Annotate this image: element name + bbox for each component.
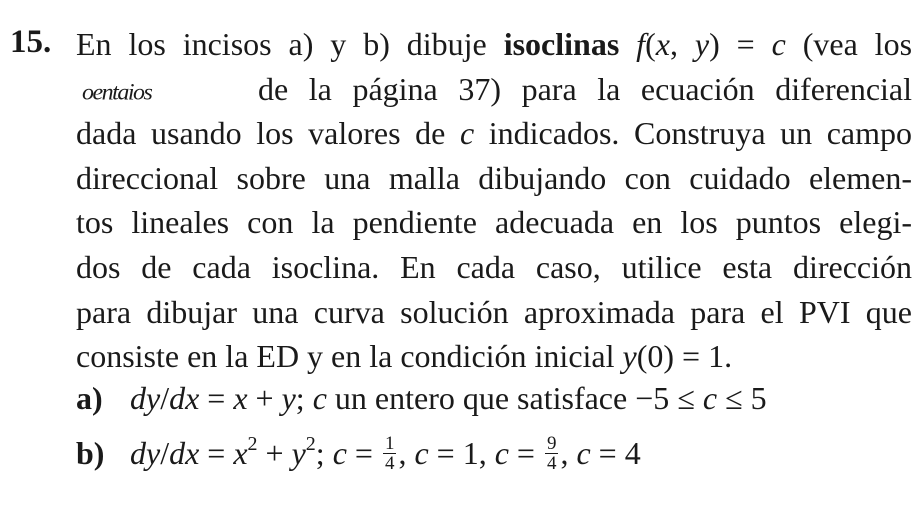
math-variable: dy (130, 380, 161, 416)
statement-line (76, 290, 912, 335)
fraction (383, 434, 397, 473)
text-run: + (247, 380, 282, 416)
math-variable: c (414, 435, 429, 471)
text-run: consiste en la ED y en la condición inicial (76, 338, 623, 375)
text-run: indicados. Construya un campo (474, 115, 912, 152)
text-run: , (398, 435, 415, 471)
fraction-denominator: 4 (546, 453, 557, 475)
text-run: = 4 (590, 435, 641, 471)
text-run: En los incisos a) y b) dibuje (76, 26, 504, 62)
text-run: = (508, 435, 543, 471)
text-run: ) = (709, 26, 772, 62)
math-variable: y (622, 338, 637, 375)
text-run: / (160, 380, 170, 416)
text-run: dada usando los valores de (76, 115, 460, 152)
text-run: ≤ 5 (717, 380, 767, 416)
scribbled-word: oentaios (82, 80, 152, 105)
fraction (545, 434, 559, 473)
statement-line (76, 111, 912, 156)
math-variable: c (332, 435, 347, 471)
math-variable: c (459, 115, 475, 152)
statement-line (76, 245, 912, 290)
statement-line (76, 156, 912, 201)
exponent: 2 (247, 433, 258, 456)
item-b (76, 431, 767, 486)
math-variable: c (494, 435, 509, 471)
exercise-number: 15. (10, 24, 52, 60)
text-run: (vea los (785, 26, 912, 62)
text-run: direccional sobre una malla dibujando con cuidado elemen- (76, 159, 912, 196)
text-run: , (669, 26, 695, 62)
item-label: b) (76, 435, 105, 471)
text-run: / (160, 435, 170, 471)
statement-line (76, 334, 912, 379)
math-variable: dx (169, 435, 200, 471)
math-variable: x (233, 435, 248, 471)
statement-line (76, 22, 912, 67)
text-run: = (346, 435, 381, 471)
text-run: (0) = 1. (636, 338, 733, 375)
text-run: = (199, 435, 234, 471)
text-run: = (199, 380, 234, 416)
math-variable: dx (169, 380, 200, 416)
math-variable: x (233, 380, 248, 416)
text-run: + (257, 435, 292, 471)
math-variable: y (291, 435, 306, 471)
text-run: tos lineales con la pendiente adecuada en los puntos elegi- (76, 204, 912, 241)
exponent: 2 (305, 433, 316, 456)
fraction-denominator: 4 (384, 453, 395, 475)
text-run: ; (315, 435, 333, 471)
statement-line (76, 200, 912, 245)
math-variable: c (312, 380, 327, 416)
statement-line (76, 67, 912, 112)
fraction-numerator: 1 (384, 433, 395, 455)
bold-term: isoclinas (503, 26, 620, 62)
math-variable: x (655, 26, 670, 62)
text-run: para dibujar una curva solución aproximada para el PVI que (76, 293, 912, 330)
math-variable: c (702, 380, 718, 416)
math-variable: c (576, 435, 591, 471)
math-variable: f (619, 26, 646, 62)
text-run: , (560, 435, 577, 471)
fraction-numerator: 9 (546, 433, 557, 455)
math-variable: y (694, 26, 710, 62)
text-run: = 1, (428, 435, 495, 471)
text-run: de la página 37) para la ecuación diferencial (258, 70, 912, 107)
text-run: ; (295, 380, 313, 416)
math-variable: y (281, 380, 296, 416)
text-run: un entero que satisface −5 ≤ (326, 380, 703, 416)
item-a (76, 376, 767, 431)
math-variable: dy (130, 435, 161, 471)
item-label: a) (76, 380, 103, 416)
text-run: dos de cada isoclina. En cada caso, utilice esta dirección (76, 248, 912, 285)
exercise-statement (76, 22, 912, 379)
math-variable: c (771, 26, 786, 62)
text-run: ( (645, 26, 656, 62)
exercise-items (76, 376, 767, 486)
